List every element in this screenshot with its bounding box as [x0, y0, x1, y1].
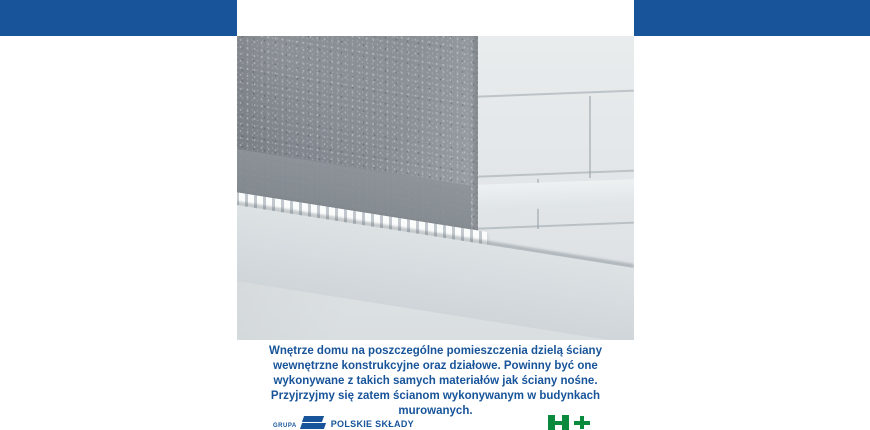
- polskie-sklady-mark-icon: [301, 415, 327, 430]
- logo-name: POLSKIE SKŁADY: [330, 419, 414, 429]
- hero-photo: [237, 36, 634, 340]
- caption-line-1: Wnętrze domu na poszczególne pomieszczenia dzielą ściany: [269, 345, 602, 357]
- caption-line-5: murowanych.: [398, 405, 473, 417]
- wall-joint: [589, 96, 591, 178]
- caption-line-3: wykonywane z takich samych materiałów jak ściany nośne.: [273, 375, 598, 387]
- caption-line-2: wewnętrzne konstrukcyjne oraz działowe. Powinny być one: [273, 360, 598, 372]
- logo-bar: [237, 415, 634, 430]
- caption-line-4: Przyjrzyjmy się zatem ścianom wykonywanym w budynkach: [270, 390, 601, 402]
- logo-polskie-sklady: [273, 415, 414, 430]
- caption-block: [237, 344, 634, 419]
- logo-hplush: [548, 415, 594, 430]
- logo-prefix: GRUPA: [273, 423, 297, 429]
- hplush-mark-icon: [548, 415, 594, 430]
